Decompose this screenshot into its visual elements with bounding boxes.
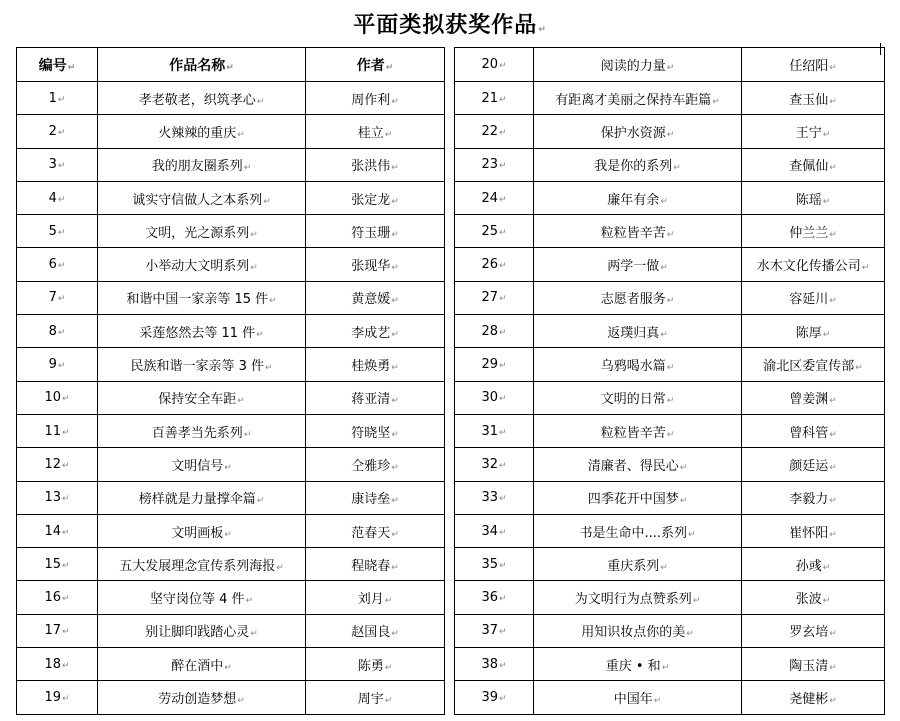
cell-work-name: 采莲悠然去等 11 件↵ <box>98 315 306 348</box>
cell-work-name: 保持安全车距↵ <box>98 381 306 414</box>
cell-number: 16↵ <box>17 581 98 614</box>
cell-number: 22↵ <box>455 115 534 148</box>
cell-work-name: 粒粒皆辛苦↵ <box>534 414 742 447</box>
cell-work-name: 小举动大文明系列↵ <box>98 248 306 281</box>
cell-number: 30↵ <box>455 381 534 414</box>
cell-author: 康诗垒↵ <box>306 481 445 514</box>
cell-author: 张波↵ <box>742 581 885 614</box>
cell-author: 查佩仙↵ <box>742 148 885 181</box>
cell-author: 仲兰兰↵ <box>742 215 885 248</box>
cell-author: 容延川↵ <box>742 281 885 314</box>
cell-work-name: 文明信号↵ <box>98 448 306 481</box>
cell-work-name: 百善孝当先系列↵ <box>98 414 306 447</box>
cell-work-name: 阅读的力量↵ <box>534 48 742 82</box>
header-author: 作者↵ <box>306 48 445 82</box>
cell-author: 曾科管↵ <box>742 414 885 447</box>
cell-work-name: 书是生命中....系列↵ <box>534 514 742 547</box>
cell-number: 23↵ <box>455 148 534 181</box>
table-row <box>455 414 885 447</box>
table-row <box>17 181 445 214</box>
cell-work-name: 返璞归真↵ <box>534 315 742 348</box>
cell-work-name: 火辣辣的重庆↵ <box>98 115 306 148</box>
table-row <box>17 348 445 381</box>
table-row <box>17 481 445 514</box>
cell-work-name: 用知识妆点你的美↵ <box>534 614 742 647</box>
cell-work-name: 文明画板↵ <box>98 514 306 547</box>
cell-work-name: 我是你的系列↵ <box>534 148 742 181</box>
cell-author: 周宇↵ <box>306 681 445 714</box>
cell-author: 水木文化传播公司↵ <box>742 248 885 281</box>
cell-author: 王宁↵ <box>742 115 885 148</box>
cell-author: 渝北区委宣传部↵ <box>742 348 885 381</box>
table-row <box>17 548 445 581</box>
table-row <box>455 514 885 547</box>
cell-number: 32↵ <box>455 448 534 481</box>
cell-author: 仝雅珍↵ <box>306 448 445 481</box>
page-title: 平面类拟获奖作品↵ <box>353 13 547 38</box>
cell-number: 29↵ <box>455 348 534 381</box>
cell-author: 符玉珊↵ <box>306 215 445 248</box>
awards-table-right <box>454 47 885 715</box>
table-header-row <box>17 48 445 82</box>
cell-work-name: 别让脚印践踏心灵↵ <box>98 614 306 647</box>
cell-author: 周作利↵ <box>306 82 445 115</box>
cell-number: 13↵ <box>17 481 98 514</box>
table-row <box>17 248 445 281</box>
cell-author: 陈瑶↵ <box>742 181 885 214</box>
cell-number: 21↵ <box>455 82 534 115</box>
cell-number: 19↵ <box>17 681 98 714</box>
table-row <box>17 315 445 348</box>
table-row <box>455 614 885 647</box>
header-name: 作品名称↵ <box>98 48 306 82</box>
cell-number: 31↵ <box>455 414 534 447</box>
table-row <box>17 448 445 481</box>
cell-work-name: 保护水资源↵ <box>534 115 742 148</box>
cell-author: 蒋亚清↵ <box>306 381 445 414</box>
table-row <box>17 414 445 447</box>
table-row <box>17 215 445 248</box>
cell-number: 1↵ <box>17 82 98 115</box>
cell-work-name: 重庆 • 和↵ <box>534 648 742 681</box>
cell-work-name: 清廉者、得民心↵ <box>534 448 742 481</box>
table-row <box>455 381 885 414</box>
table-row <box>455 248 885 281</box>
cell-author: 张定龙↵ <box>306 181 445 214</box>
cell-author: 符晓坚↵ <box>306 414 445 447</box>
cell-number: 11↵ <box>17 414 98 447</box>
table-row <box>455 548 885 581</box>
table-row <box>17 115 445 148</box>
table-row <box>455 681 885 714</box>
table-row <box>17 148 445 181</box>
cell-work-name: 诚实守信做人之本系列↵ <box>98 181 306 214</box>
cell-work-name: 重庆系列↵ <box>534 548 742 581</box>
cell-number: 35↵ <box>455 548 534 581</box>
table-row <box>455 82 885 115</box>
cell-number: 7↵ <box>17 281 98 314</box>
cell-author: 查玉仙↵ <box>742 82 885 115</box>
cell-author: 陈厚↵ <box>742 315 885 348</box>
cell-work-name: 两学一做↵ <box>534 248 742 281</box>
cell-author: 刘月↵ <box>306 581 445 614</box>
cell-author: 范春天↵ <box>306 514 445 547</box>
cell-work-name: 为文明行为点赞系列↵ <box>534 581 742 614</box>
cell-number: 24↵ <box>455 181 534 214</box>
table-row <box>455 315 885 348</box>
cell-number: 17↵ <box>17 614 98 647</box>
cell-author: 桂立↵ <box>306 115 445 148</box>
cell-work-name: 孝老敬老，织筑孝心↵ <box>98 82 306 115</box>
cell-work-name: 坚守岗位等 4 件↵ <box>98 581 306 614</box>
cell-author: 颜廷运↵ <box>742 448 885 481</box>
table-row <box>17 82 445 115</box>
cell-work-name: 劳动创造梦想↵ <box>98 681 306 714</box>
cell-author: 任绍阳↵ <box>742 48 885 82</box>
cell-author: 陈勇↵ <box>306 648 445 681</box>
cell-number: 3↵ <box>17 148 98 181</box>
cell-number: 36↵ <box>455 581 534 614</box>
cell-author: 李毅力↵ <box>742 481 885 514</box>
cell-number: 20↵ <box>455 48 534 82</box>
cell-work-name: 有距离才美丽之保持车距篇↵ <box>534 82 742 115</box>
cell-author: 赵国良↵ <box>306 614 445 647</box>
cell-work-name: 廉年有余↵ <box>534 181 742 214</box>
cell-author: 黄意媛↵ <box>306 281 445 314</box>
table-row <box>455 648 885 681</box>
table-row <box>455 48 885 82</box>
cell-work-name: 榜样就是力量撑伞篇↵ <box>98 481 306 514</box>
cell-number: 34↵ <box>455 514 534 547</box>
cell-number: 9↵ <box>17 348 98 381</box>
table-row <box>17 514 445 547</box>
cell-author: 曾姜渊↵ <box>742 381 885 414</box>
cell-number: 4↵ <box>17 181 98 214</box>
cell-author: 陶玉清↵ <box>742 648 885 681</box>
cell-work-name: 乌鸦喝水篇↵ <box>534 348 742 381</box>
cell-work-name: 醉在酒中↵ <box>98 648 306 681</box>
table-row <box>17 381 445 414</box>
cell-work-name: 和谐中国一家亲等 15 件↵ <box>98 281 306 314</box>
table-row <box>455 581 885 614</box>
cell-number: 2↵ <box>17 115 98 148</box>
table-row <box>455 348 885 381</box>
cell-author: 罗玄培↵ <box>742 614 885 647</box>
cell-author: 孙彧↵ <box>742 548 885 581</box>
cell-number: 14↵ <box>17 514 98 547</box>
cell-author: 李成艺↵ <box>306 315 445 348</box>
cell-number: 38↵ <box>455 648 534 681</box>
cell-author: 尧健彬↵ <box>742 681 885 714</box>
cell-number: 27↵ <box>455 281 534 314</box>
cell-number: 10↵ <box>17 381 98 414</box>
table-row <box>455 181 885 214</box>
cell-number: 6↵ <box>17 248 98 281</box>
cell-author: 崔怀阳↵ <box>742 514 885 547</box>
table-row <box>455 148 885 181</box>
awards-table-left <box>16 47 445 715</box>
cell-work-name: 文明的日常↵ <box>534 381 742 414</box>
cell-work-name: 民族和谐一家亲等 3 件↵ <box>98 348 306 381</box>
table-row <box>455 215 885 248</box>
table-row <box>455 281 885 314</box>
cell-number: 5↵ <box>17 215 98 248</box>
table-row <box>17 581 445 614</box>
cell-number: 12↵ <box>17 448 98 481</box>
cell-number: 8↵ <box>17 315 98 348</box>
table-row <box>17 614 445 647</box>
cell-author: 程晓春↵ <box>306 548 445 581</box>
cell-work-name: 五大发展理念宣传系列海报↵ <box>98 548 306 581</box>
cell-number: 15↵ <box>17 548 98 581</box>
table-row <box>455 448 885 481</box>
cell-author: 张洪伟↵ <box>306 148 445 181</box>
table-row <box>17 681 445 714</box>
cell-number: 37↵ <box>455 614 534 647</box>
cell-author: 桂焕勇↵ <box>306 348 445 381</box>
cell-number: 25↵ <box>455 215 534 248</box>
table-row <box>455 481 885 514</box>
table-row <box>17 648 445 681</box>
table-row <box>17 281 445 314</box>
cell-work-name: 文明，光之源系列↵ <box>98 215 306 248</box>
cell-number: 33↵ <box>455 481 534 514</box>
cell-work-name: 粒粒皆辛苦↵ <box>534 215 742 248</box>
cell-number: 39↵ <box>455 681 534 714</box>
cell-work-name: 四季花开中国梦↵ <box>534 481 742 514</box>
cell-number: 28↵ <box>455 315 534 348</box>
cell-author: 张现华↵ <box>306 248 445 281</box>
header-number: 编号↵ <box>17 48 98 82</box>
cell-work-name: 志愿者服务↵ <box>534 281 742 314</box>
cell-work-name: 中国年↵ <box>534 681 742 714</box>
cell-number: 26↵ <box>455 248 534 281</box>
table-row <box>455 115 885 148</box>
cell-work-name: 我的朋友圈系列↵ <box>98 148 306 181</box>
cell-number: 18↵ <box>17 648 98 681</box>
